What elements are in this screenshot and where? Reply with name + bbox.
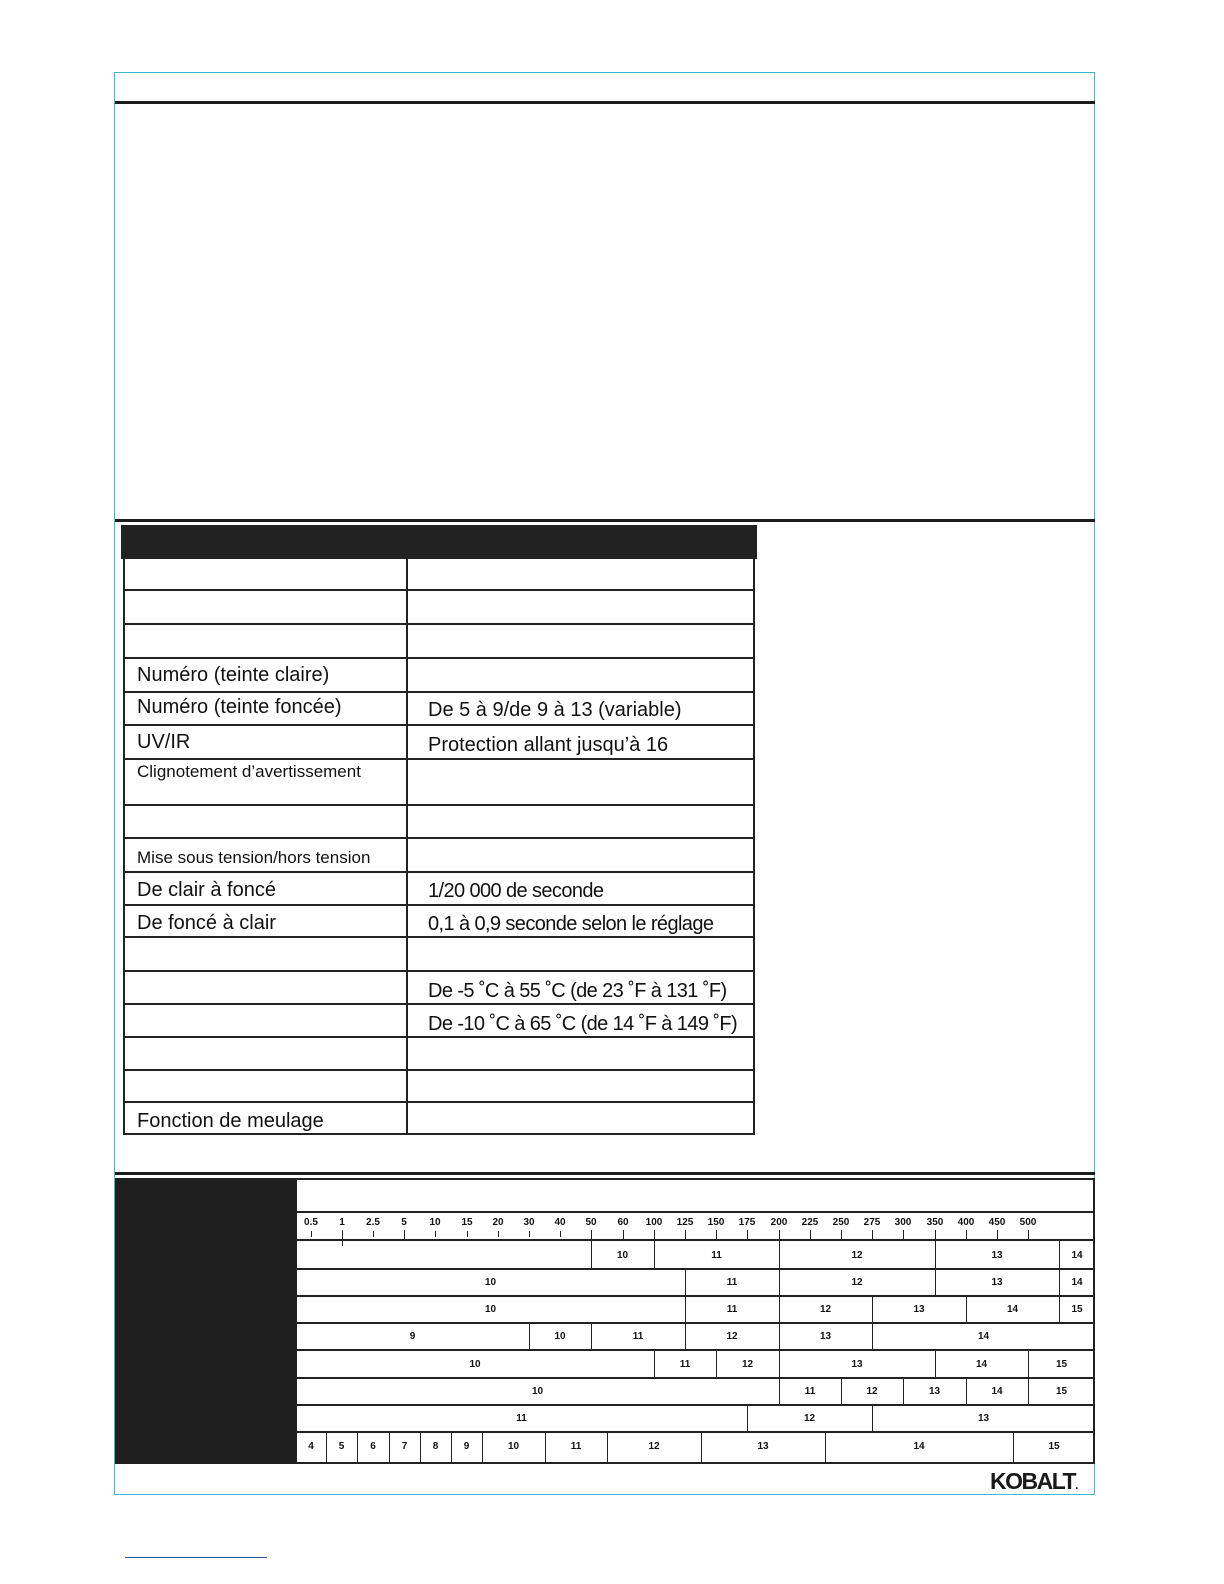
shade-number: 11	[632, 1331, 644, 1342]
shade-number: 14	[1006, 1304, 1019, 1315]
shade-number: 11	[726, 1304, 738, 1315]
shade-number: 12	[866, 1386, 878, 1397]
shade-number: 13	[913, 1304, 925, 1315]
amperage-label: 15	[461, 1217, 473, 1228]
spec-label-cell	[125, 760, 408, 804]
amperage-label: 225	[801, 1217, 819, 1228]
spec-row	[125, 804, 753, 837]
shade-segment-divider	[685, 1322, 686, 1349]
shade-number: 13	[928, 1386, 941, 1397]
spec-value: 0,1 à 0,9 seconde selon le réglage	[428, 913, 714, 935]
spec-label: Mise sous tension/hors tension	[137, 848, 371, 867]
shade-number: 11	[679, 1359, 691, 1370]
shade-number: 14	[977, 1331, 990, 1342]
amperage-tick	[498, 1231, 499, 1237]
shade-segment-divider	[591, 1322, 592, 1349]
spec-row	[125, 904, 753, 936]
spec-value-cell	[408, 726, 753, 758]
shade-number: 12	[648, 1441, 660, 1452]
shade-segment-divider	[841, 1377, 842, 1404]
spec-label: Fonction de meulage	[137, 1110, 324, 1132]
kobalt-logo: KOBALT.	[990, 1468, 1077, 1494]
shade-row-divider	[296, 1431, 1095, 1433]
amperage-tick	[810, 1230, 811, 1239]
amperage-label: 200	[770, 1217, 788, 1228]
amperage-label: 10	[429, 1217, 441, 1228]
shade-number: 10	[616, 1250, 629, 1261]
shade-row-divider	[296, 1462, 1095, 1464]
shade-segment-divider	[685, 1268, 686, 1295]
shade-number: 14	[1071, 1250, 1083, 1261]
spec-row	[125, 970, 753, 1003]
shade-number: 8	[432, 1441, 439, 1452]
spec-label-cell	[125, 839, 408, 871]
shade-number: 10	[484, 1304, 497, 1315]
spec-label: UV/IR	[137, 731, 191, 753]
specifications-table-body	[123, 557, 755, 1135]
amperage-label: 150	[707, 1217, 725, 1228]
shade-segment-divider	[779, 1268, 780, 1295]
amperage-label: 1	[339, 1217, 345, 1228]
spec-row	[125, 1069, 753, 1101]
shade-segment-divider	[685, 1295, 686, 1322]
amperage-label: 5	[401, 1217, 407, 1228]
amperage-tick	[591, 1230, 592, 1239]
shade-chart	[296, 1178, 1095, 1464]
spec-label-cell	[125, 693, 408, 724]
chart-border-left	[296, 1178, 297, 1464]
spec-row	[125, 657, 753, 691]
shade-number: 14	[1071, 1277, 1083, 1288]
spec-value-cell	[408, 938, 753, 970]
amperage-tick	[841, 1230, 842, 1239]
amperage-label: 275	[863, 1217, 881, 1228]
spec-row	[125, 837, 753, 871]
shade-number: 11	[726, 1277, 738, 1288]
amperage-tick	[342, 1230, 343, 1239]
shade-row-divider	[296, 1349, 1095, 1351]
spec-value-cell	[408, 1005, 753, 1036]
spec-value: De -5 ˚C à 55 ˚C (de 23 ˚F à 131 ˚F)	[428, 980, 727, 1002]
amperage-label: 30	[523, 1217, 535, 1228]
amperage-tick	[467, 1231, 468, 1237]
spec-label: Numéro (teinte foncée)	[137, 696, 342, 718]
shade-number: 11	[516, 1413, 527, 1424]
shade-number: 12	[803, 1413, 816, 1424]
shade-number: 9	[409, 1331, 416, 1342]
spec-value-cell	[408, 1103, 753, 1133]
amperage-label: 100	[645, 1217, 663, 1228]
spec-value-cell	[408, 972, 753, 1003]
amperage-label: 300	[894, 1217, 912, 1228]
spec-value-cell	[408, 625, 753, 657]
amperage-tick	[685, 1230, 686, 1239]
shade-segment-divider	[654, 1241, 655, 1268]
spec-label-cell	[125, 938, 408, 970]
spec-label-cell	[125, 557, 408, 589]
shade-number: 14	[913, 1441, 925, 1452]
shade-number: 14	[991, 1386, 1003, 1397]
shade-number: 12	[851, 1277, 863, 1288]
shade-segment-divider	[1059, 1241, 1060, 1268]
shade-segment-divider	[935, 1241, 936, 1268]
shade-number: 12	[819, 1304, 832, 1315]
shade-chart-side-panel	[115, 1178, 296, 1464]
shade-number: 10	[469, 1359, 481, 1370]
amperage-tick	[529, 1231, 530, 1237]
spec-label-cell	[125, 1038, 408, 1069]
spec-row	[125, 691, 753, 724]
amperage-tick	[747, 1230, 748, 1239]
shade-segment-divider	[545, 1432, 546, 1462]
amperage-tick	[903, 1230, 904, 1239]
spec-label: De foncé à clair	[137, 912, 276, 934]
spec-value-cell	[408, 839, 753, 871]
shade-number: 13	[819, 1331, 832, 1342]
shade-number: 6	[370, 1441, 376, 1452]
shade-segment-divider	[872, 1295, 873, 1322]
shade-segment-divider	[1059, 1295, 1060, 1322]
footer-line	[125, 1557, 267, 1558]
amperage-label: 400	[957, 1217, 975, 1228]
shade-segment-divider	[779, 1377, 780, 1404]
amperage-label: 2.5	[366, 1217, 380, 1228]
shade-segment-divider	[529, 1322, 530, 1349]
shade-number: 7	[401, 1441, 408, 1452]
spec-value-cell	[408, 693, 753, 724]
shade-segment-divider	[966, 1295, 967, 1322]
shade-number: 4	[308, 1441, 314, 1452]
amperage-tick	[623, 1230, 624, 1239]
spec-label: Numéro (teinte claire)	[137, 664, 330, 686]
amperage-label: 450	[988, 1217, 1006, 1228]
amperage-label: 20	[492, 1217, 504, 1228]
spec-row	[125, 871, 753, 904]
spec-row	[125, 589, 753, 623]
shade-number: 9	[463, 1441, 470, 1452]
shade-number: 10	[554, 1331, 566, 1342]
spec-label-cell	[125, 591, 408, 623]
spec-label-cell	[125, 1103, 408, 1133]
shade-number: 15	[1048, 1441, 1060, 1452]
shade-segment-divider	[1028, 1377, 1029, 1404]
top-rule	[115, 101, 1095, 104]
spec-value-cell	[408, 591, 753, 623]
shade-segment-divider	[779, 1350, 780, 1377]
amperage-tick	[872, 1230, 873, 1239]
spec-label-cell	[125, 1071, 408, 1101]
shade-row-divider	[296, 1377, 1095, 1379]
chart-scale-divider	[296, 1239, 1095, 1241]
spec-label-cell	[125, 659, 408, 691]
shade-row-divider	[296, 1322, 1095, 1324]
shade-segment-divider	[1013, 1432, 1014, 1462]
chart-border-top	[296, 1178, 1095, 1180]
spec-row	[125, 623, 753, 657]
specifications-table	[121, 525, 757, 1137]
specifications-table-header	[121, 525, 757, 559]
shade-number: 10	[531, 1386, 544, 1397]
chart-rule	[115, 1172, 1095, 1175]
shade-number: 15	[1055, 1359, 1068, 1370]
shade-segment-divider	[872, 1404, 873, 1431]
spec-row	[125, 1036, 753, 1069]
spec-value-cell	[408, 1071, 753, 1101]
spec-row	[125, 758, 753, 804]
shade-segment-divider	[779, 1322, 780, 1349]
shade-number: 12	[726, 1331, 738, 1342]
shade-segment-divider	[357, 1432, 358, 1462]
shade-segment-divider	[701, 1432, 702, 1462]
spec-label-cell	[125, 906, 408, 936]
spec-value: Protection allant jusqu’à 16	[428, 734, 669, 756]
chart-border-right	[1093, 1178, 1095, 1464]
amperage-tick	[435, 1231, 436, 1237]
spec-value-cell	[408, 659, 753, 691]
shade-number: 13	[757, 1441, 769, 1452]
spec-value: De 5 à 9/de 9 à 13 (variable)	[428, 699, 682, 721]
shade-number: 13	[851, 1359, 863, 1370]
spec-value-cell	[408, 906, 753, 936]
shade-number: 13	[991, 1277, 1003, 1288]
chart-header-divider	[296, 1211, 1095, 1213]
spec-label-cell	[125, 873, 408, 904]
shade-number: 13	[991, 1250, 1003, 1261]
amperage-label: 60	[617, 1217, 629, 1228]
shade-segment-divider	[451, 1432, 452, 1462]
spec-label-cell	[125, 806, 408, 837]
shade-segment-divider	[607, 1432, 608, 1462]
shade-row-divider	[296, 1268, 1095, 1270]
amperage-tick	[1028, 1230, 1029, 1239]
amperage-label: 125	[676, 1217, 694, 1228]
amperage-tick	[404, 1230, 405, 1239]
amperage-label: 0.5	[304, 1217, 318, 1228]
spec-value-cell	[408, 873, 753, 904]
shade-segment-divider	[747, 1404, 748, 1431]
shade-segment-divider	[326, 1432, 327, 1462]
shade-number: 15	[1055, 1386, 1068, 1397]
shade-segment-divider	[591, 1241, 592, 1268]
shade-segment-divider	[1059, 1268, 1060, 1295]
shade-number: 5	[338, 1441, 345, 1452]
shade-segment-divider	[779, 1295, 780, 1322]
spec-row	[125, 1101, 753, 1133]
shade-number: 10	[507, 1441, 520, 1452]
shade-number: 11	[711, 1250, 722, 1261]
amperage-tick	[311, 1231, 312, 1237]
spec-row	[125, 557, 753, 589]
spec-row	[125, 936, 753, 970]
shade-segment-divider	[1028, 1350, 1029, 1377]
amperage-tick	[560, 1231, 561, 1237]
shade-row-divider	[296, 1295, 1095, 1297]
shade-segment-divider	[654, 1350, 655, 1377]
spec-row	[125, 1003, 753, 1036]
spec-label-cell	[125, 972, 408, 1003]
amperage-tick	[373, 1231, 374, 1237]
spec-label-cell	[125, 625, 408, 657]
amperage-label: 250	[832, 1217, 850, 1228]
amperage-tick	[997, 1230, 998, 1239]
shade-segment-divider	[825, 1432, 826, 1462]
shade-segment-divider	[389, 1432, 390, 1462]
shade-segment-divider	[966, 1377, 967, 1404]
spec-label-cell	[125, 1005, 408, 1036]
shade-segment-divider	[779, 1241, 780, 1268]
shade-number: 11	[804, 1386, 816, 1397]
amperage-tick	[654, 1230, 655, 1239]
spec-value-cell	[408, 557, 753, 589]
shade-number: 12	[741, 1359, 754, 1370]
shade-number: 11	[570, 1441, 582, 1452]
spec-row	[125, 724, 753, 758]
amperage-label: 350	[926, 1217, 944, 1228]
shade-segment-divider	[935, 1268, 936, 1295]
spec-label: Clignotement d’avertissement	[137, 762, 361, 781]
amperage-label: 50	[585, 1217, 597, 1228]
amperage-label: 175	[738, 1217, 756, 1228]
shade-segment-divider	[420, 1432, 421, 1462]
shade-segment-divider	[903, 1377, 904, 1404]
spec-value-cell	[408, 1038, 753, 1069]
spec-label-cell	[125, 726, 408, 758]
amperage-tick	[935, 1230, 936, 1239]
spec-value-cell	[408, 760, 753, 804]
shade-row-divider	[296, 1404, 1095, 1406]
amperage-label: 40	[554, 1217, 566, 1228]
amperage-tick	[966, 1230, 967, 1239]
shade-number: 15	[1071, 1304, 1083, 1315]
spec-label: De clair à foncé	[137, 879, 276, 901]
shade-number: 13	[977, 1413, 990, 1424]
spec-value: De -10 ˚C à 65 ˚C (de 14 ˚F à 149 ˚F)	[428, 1013, 738, 1035]
shade-segment-divider	[716, 1350, 717, 1377]
spec-value: 1/20 000 de seconde	[428, 880, 604, 902]
shade-number: 12	[851, 1250, 863, 1261]
shade-segment-divider	[872, 1322, 873, 1349]
shade-number: 14	[975, 1359, 988, 1370]
shade-number: 10	[484, 1277, 497, 1288]
amperage-tick-minor	[342, 1241, 343, 1246]
shade-segment-divider	[482, 1432, 483, 1462]
middle-rule	[115, 519, 1095, 522]
amperage-tick	[716, 1230, 717, 1239]
spec-value-cell	[408, 806, 753, 837]
amperage-tick	[779, 1230, 780, 1239]
shade-segment-divider	[935, 1350, 936, 1377]
amperage-label: 500	[1019, 1217, 1037, 1228]
